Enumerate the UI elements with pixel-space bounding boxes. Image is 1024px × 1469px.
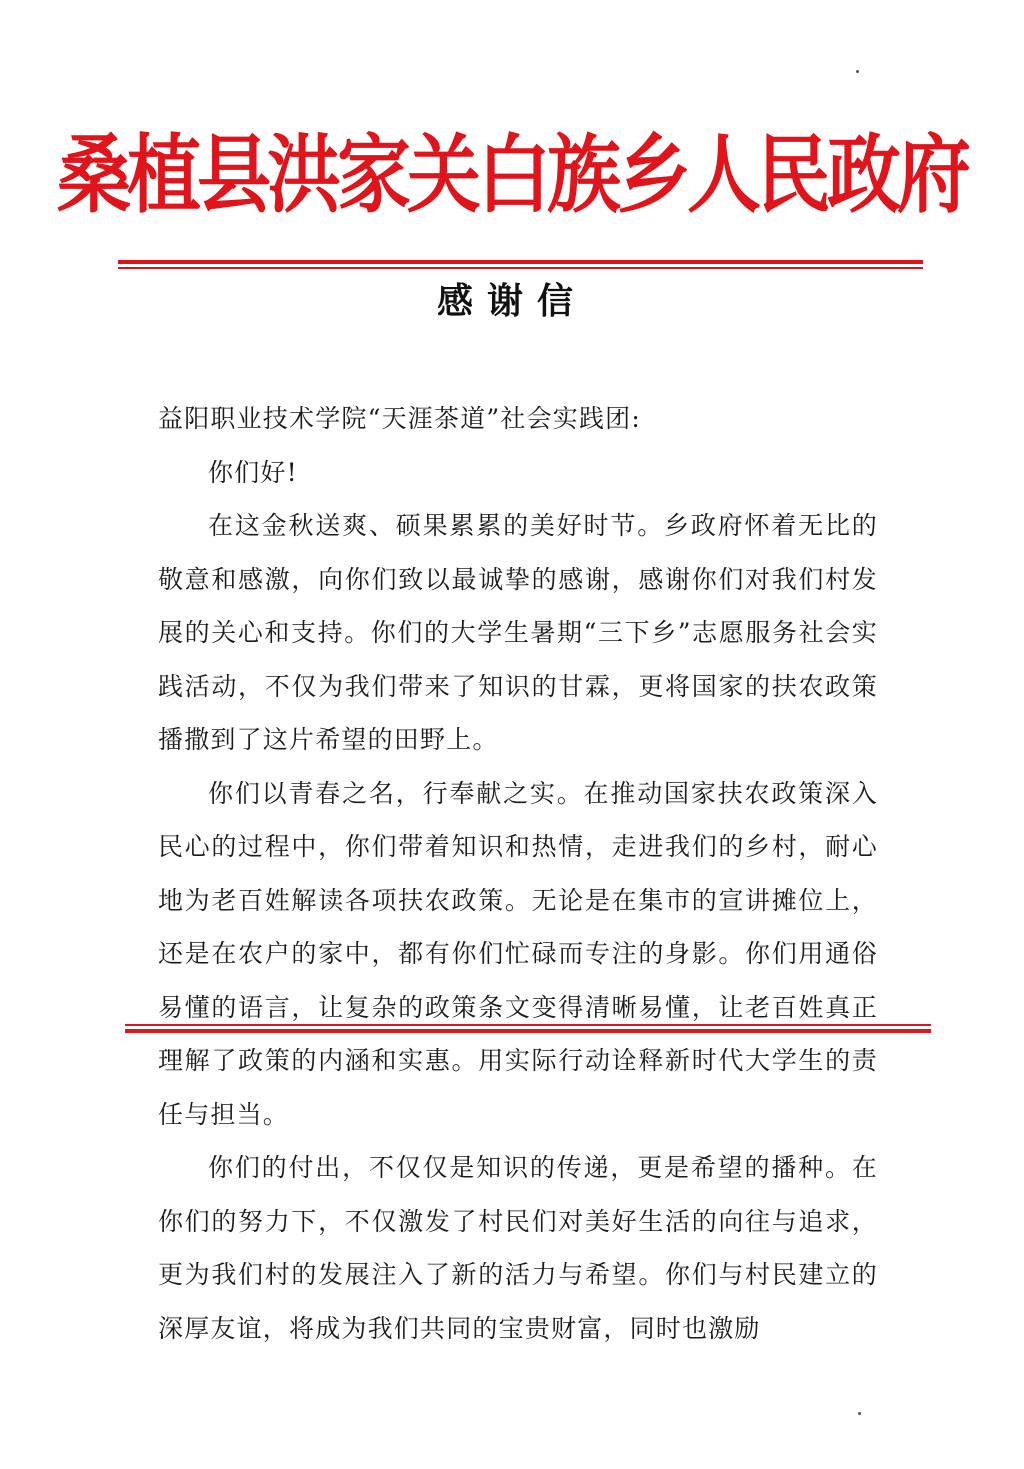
footer-divider	[125, 1024, 931, 1033]
divider-thin-line	[118, 267, 923, 269]
scan-speck	[856, 70, 859, 73]
scan-speck	[858, 1412, 861, 1415]
recipient-line: 益阳职业技术学院“天涯茶道”社会实践团:	[158, 404, 641, 433]
paragraph: 你们的付出，不仅仅是知识的传递，更是希望的播种。在你们的努力下，不仅激发了村民们对美好生活的向往与追求，更为我们村的发展注入了新的活力与希望。你们与村民建立的深厚友谊，将成为我们共同的宝贵财富，同时也激励	[158, 1153, 878, 1343]
letterhead-org-name: 桑植县洪家关白族乡人民政府	[57, 126, 967, 225]
divider-thick-line	[125, 1029, 931, 1033]
paragraph: 你们以青春之名，行奉献之实。在推动国家扶农政策深入民心的过程中，你们带着知识和热情，走进我们的乡村，耐心地为老百姓解读各项扶农政策。无论是在集市的宣讲摊位上，还是在农户的家中，都有你们忙碌而专注的身影。你们用通俗易懂的语言，让复杂的政策条文变得清晰易懂，让老百姓真正理解了政策的内涵和实惠。用实际行动诠释新时代大学生的责任与担当。	[158, 778, 878, 1129]
greeting-line: 你们好!	[208, 457, 298, 487]
document-title: 感谢信	[436, 281, 587, 322]
letter-body	[158, 392, 878, 1355]
paragraph: 在这金秋送爽、硕果累累的美好时节。乡政府怀着无比的敬意和感激，向你们致以最诚挚的感谢，感谢你们对我们村发展的关心和支持。你们的大学生暑期“三下乡”志愿服务社会实践活动，不仅为我们带来了知识的甘霖，更将国家的扶农政策播撒到了这片希望的田野上。	[158, 511, 878, 754]
letterhead-divider-top	[118, 260, 923, 269]
